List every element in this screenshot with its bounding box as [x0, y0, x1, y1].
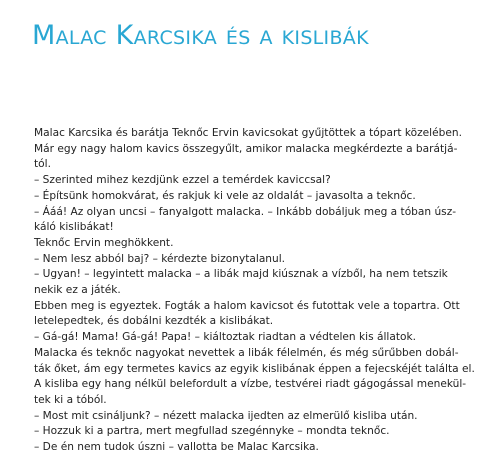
- text-line: – Szerinted mihez kezdjünk ezzel a temérdek kaviccsal?: [34, 174, 331, 187]
- text-line: nekik ez a játék.: [34, 284, 121, 297]
- text-line: – Építsünk homokvárat, és rakjuk ki vele az oldalát – javasolta a teknőc.: [34, 189, 416, 202]
- text-line: tól.: [34, 158, 51, 171]
- text-line: – Nem lesz abból baj? – kérdezte bizonytalanul.: [34, 252, 286, 265]
- story-text: [34, 126, 475, 456]
- text-line: letelepedtek, és dobálni kezdték a kislibákat.: [34, 315, 274, 328]
- text-line: tek ki a tóból.: [34, 393, 107, 406]
- text-line: – Most mit csináljunk? – nézett malacka ijedten az elmerülő kisliba után.: [34, 409, 418, 422]
- text-line: Malac Karcsika és barátja Teknőc Ervin kavicsokat gyűjtöttek a tópart közelében.: [34, 127, 462, 139]
- text-line: ták őket, ám egy termetes kavics az egyik kislibának éppen a fejecskéjét találta el.: [34, 362, 475, 375]
- text-line: – Ááá! Az olyan uncsi – fanyalgott malacka. – Inkább dobáljuk meg a tóban úsz-: [34, 205, 457, 218]
- text-line: Ebben meg is egyeztek. Fogták a halom kavicsot és futottak vele a topartra. Ott: [34, 299, 460, 312]
- story-title: Malac Karcsika és a kislibák: [32, 20, 369, 51]
- text-line: – Gá-gá! Mama! Gá-gá! Papa! – kiáltoztak riadtan a védtelen kis állatok.: [34, 331, 416, 344]
- text-line: Malacka és teknőc nagyokat nevettek a libák félelmén, és még sűrűbben dobál-: [34, 346, 459, 359]
- text-line: – De én nem tudok úszni – vallotta be Malac Karcsika.: [34, 441, 319, 454]
- text-line: Már egy nagy halom kavics összegyűlt, amikor malacka megkérdezte a barátjá-: [34, 142, 458, 155]
- text-line: – Hozzuk ki a partra, mert megfullad szegénnyke – mondta teknőc.: [34, 425, 390, 438]
- text-line: káló kislibákat!: [34, 221, 114, 234]
- text-line: – Ugyan! – legyintett malacka – a libák majd kiúsznak a vízből, ha nem tetszik: [34, 268, 448, 281]
- text-line: Teknőc Ervin meghökkent.: [34, 236, 174, 249]
- text-line: A kisliba egy hang nélkül belefordult a vízbe, testvérei riadt gágogással menekül-: [34, 378, 467, 391]
